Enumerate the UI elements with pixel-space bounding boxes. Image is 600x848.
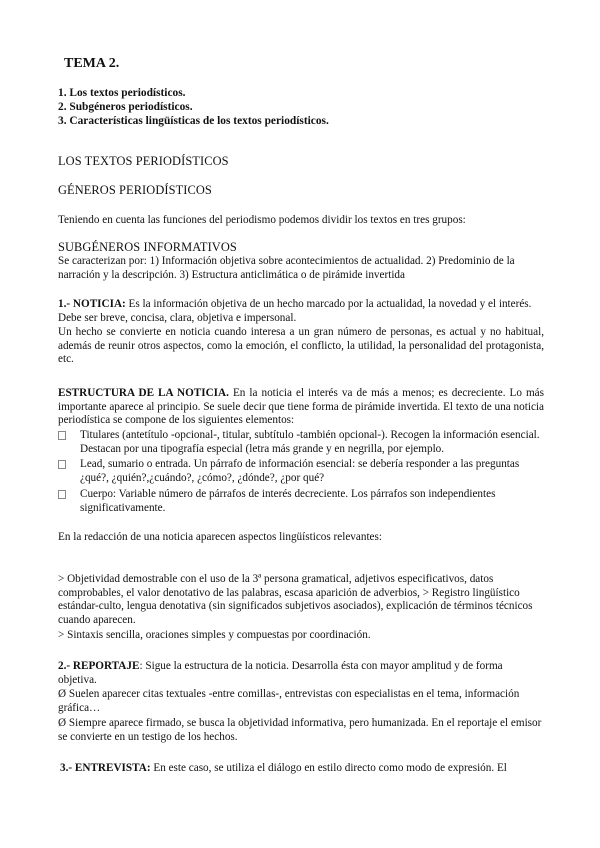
reportaje-firmado-paragraph: Ø Siempre aparece firmado, se busca la objetividad informativa, pero humanizada. En el reportaje el emisor se convierte en un testigo de los hechos. [58,717,542,743]
intro-paragraph: Teniendo en cuenta las funciones del periodismo podemos dividir los textos en tres grupos: [58,214,466,226]
bullet-text-lead: Lead, sumario o entrada. Un párrafo de información esencial: se debería responder a las preguntas ¿qué?, ¿quién?,¿cuándo?, ¿cómo?, ¿dónde?, ¿por qué? [80,458,520,484]
noticia-paragraph-2: Un hecho se convierte en noticia cuando interesa a un gran número de personas, es actual y no habitual, además de reunir otros aspectos, como la emoción, el conflicto, la utilidad, la personalidad del protagonista, etc. [58,326,544,366]
tema-title: TEMA 2. [64,56,120,71]
estructura-label: ESTRUCTURA DE LA NOTICIA. [58,387,229,399]
caracterizan-paragraph: Se caracterizan por: 1) Información objetiva sobre acontecimientos de actualidad. 2) Predominio de la narración y la descripción. 3) Estructura anticlimática o de pirámide invertida [58,255,515,281]
bullet-text-titulares: Titulares (antetítulo -opcional-, titular, subtítulo -también opcional-). Recogen la información esencial. Destacan por una tipografía especial (letra más grande y en negrilla, por ejemplo. [80,429,540,455]
reportaje-paragraph [58,660,544,687]
noticia-paragraph [58,298,544,325]
noticia-label: 1.- NOTICIA: [58,298,126,310]
heading-textos-periodisticos: LOS TEXTOS PERIODÍSTICOS [58,154,229,168]
reportaje-text: : Sigue la estructura de la noticia. Desarrolla ésta con mayor amplitud y de forma objetiva. [58,660,503,686]
noticia-text: Es la información objetiva de un hecho marcado por la actualidad, la novedad y el interés. Debe ser breve, concisa, clara, objetiva e impersonal. [58,298,532,324]
sintaxis-paragraph: > Sintaxis sencilla, oraciones simples y compuestas por coordinación. [58,629,371,641]
toc-item-3: 3. Características lingüísticas de los textos periodísticos. [58,115,329,127]
entrevista-label: 3.- ENTREVISTA: [60,762,151,774]
redaccion-paragraph: En la redacción de una noticia aparecen aspectos lingüísticos relevantes: [58,531,382,543]
estructura-paragraph [58,387,544,428]
estructura-text: En la noticia el interés va de más a menos; es decreciente. Lo más importante aparece al principio. Se suele decir que tiene forma de pirámide invertida. El texto de una noticia periodística se compone de los siguientes elementos: [58,387,545,427]
reportaje-label: 2.- REPORTAJE [58,660,140,672]
objetividad-paragraph: > Objetividad demostrable con el uso de la 3ª persona gramatical, adjetivos especificativos, datos comprobables, el valor denotativo de las palabras, escasa aparición de adverbios, > Registro lingüístico estándar-culto, lengua denotativa (sin significados subjetivos asociados), explicación de términos técnicos cuando aparecen. [58,573,533,626]
bullet-box-icon [58,431,66,440]
toc-item-2: 2. Subgéneros periodísticos. [58,101,193,113]
heading-subgeneros-informativos: SUBGÉNEROS INFORMATIVOS [58,240,237,254]
bullet-box-icon [58,490,66,499]
toc-item-1: 1. Los textos periodísticos. [58,87,186,99]
bullet-box-icon [58,460,66,469]
bullet-text-cuerpo: Cuerpo: Variable número de párrafos de interés decreciente. Los párrafos son independientes significativamente. [80,488,496,514]
entrevista-paragraph [60,762,546,776]
entrevista-text: En este caso, se utiliza el diálogo en estilo directo como modo de expresión. El [150,762,507,774]
heading-generos-periodisticos: GÉNEROS PERIODÍSTICOS [58,183,212,197]
reportaje-citas-paragraph: Ø Suelen aparecer citas textuales -entre comillas-, entrevistas con especialistas en el tema, información gráfica… [58,688,520,714]
